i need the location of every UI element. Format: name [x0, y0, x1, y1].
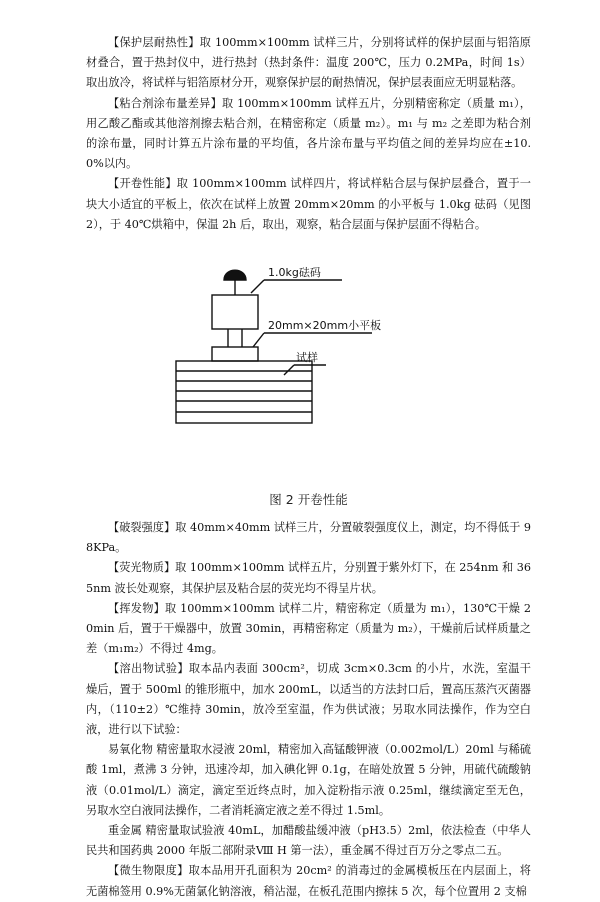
label-small-plate: 20mm×20mm小平板 — [268, 319, 382, 333]
paragraph-adhesive-coating: 【粘合剂涂布量差异】取 100mm×100mm 试样五片，分别精密称定（质量 m₁），用乙酸乙酯或其他溶剂擦去粘合剂，在精密称定（质量 m₂）。m₁ 与 m₂ 之差即为粘合剂的涂布量，同时计算五片涂布量的平均值，各片涂布量与平均值之间的差异均应在±10.0%以内。 — [86, 96, 531, 171]
paragraph-microbial: 【微生物限度】取本品用开孔面积为 20cm² 的消毒过的金属模板压在内层面上，将无菌棉签用 0.9%无菌氯化钠溶液，稍沾湿，在板孔范围内擦抹 5 次，每个位置用 2 支棉 — [86, 864, 531, 898]
paragraph-extractables: 【溶出物试验】取本品内表面 300cm²，切成 3cm×0.3cm 的小片，水洗，室温干燥后，置于 500ml 的锥形瓶中，加水 200mL，以适当的方法封口后，置高压蒸汽灭菌器内，（110±2）℃维持 30min，放冷至室温，作为供试液；另取水同法操作，作为空白液，进行以下试验： — [86, 662, 531, 737]
paragraph-fluorescent: 【荧光物质】取 100mm×100mm 试样五片，分别置于紫外灯下，在 254nm 和 365nm 波长处观察，其保护层及粘合层的荧光均不得呈片状。 — [86, 561, 532, 595]
paragraph-oxidizable: 易氧化物 精密量取水浸液 20ml，精密加入高锰酸钾液（0.002mol/L）20ml 与稀硫酸 1ml，煮沸 3 分钟，迅速冷却，加入碘化钾 0.1g，在暗处放置 5 分钟，用硫代硫酸钠液（0.01mol/L）滴定，滴定至近终点时，加入淀粉指示液 0.25ml，继续滴定至无色，另取水空白液同法操作，二者消耗滴定液之差不得过 1.5ml。 — [86, 743, 531, 817]
paragraph-burst-strength: 【破裂强度】取 40mm×40mm 试样三片，分置破裂强度仪上，测定，均不得低于 98KPa。 — [86, 521, 531, 555]
figure-diagram — [86, 235, 531, 485]
paragraph-unwinding: 【开卷性能】取 100mm×100mm 试样四片，将试样粘合层与保护层叠合，置于一块大小适宜的平板上，依次在试样上放置 20mm×20mm 的小平板与 1.0kg 砝码（见图 2），于 40℃烘箱中，保温 2h 后，取出，观察，粘合层面与保护层面不得粘合。 — [86, 177, 531, 231]
paragraph-heavy-metals: 重金属 精密量取试验液 40mL，加醋酸盐缓冲液（pH3.5）2ml，依法检查（中华人民共和国药典 2000 年版二部附录Ⅷ H 第一法），重金属不得过百万分之零点二五。 — [86, 824, 531, 858]
label-weight: 1.0kg砝码 — [268, 266, 321, 280]
paragraph-volatile: 【挥发物】取 100mm×100mm 试样二片，精密称定（质量为 m₁），130℃干燥 20min 后，置于干燥器中，放置 30min，再精密称定（质量为 m₂），干燥前后试样质量之差（m₁m₂）不得过 4mg。 — [86, 601, 531, 656]
paragraph-heat-resistance: 【保护层耐热性】取 100mm×100mm 试样三片，分别将试样的保护层面与铝箔原材叠合，置于热封仪中，进行热封（热封条件：温度 200℃，压力 0.2MPa，时间 1s）取出放冷，将试样与铝箔原材分开，观察保护层的耐热情况，保护层表面应无明显粘落。 — [86, 36, 531, 90]
figure-unwinding-test — [86, 235, 531, 518]
label-sample: 试样 — [296, 351, 318, 365]
weight-shape — [212, 295, 258, 329]
document-page — [86, 33, 531, 902]
small-plate-shape — [212, 347, 258, 361]
figure-caption: 图 2 开卷性能 — [269, 492, 348, 508]
sample-stack-shape — [176, 361, 312, 423]
weight-knob-shape — [224, 270, 246, 280]
